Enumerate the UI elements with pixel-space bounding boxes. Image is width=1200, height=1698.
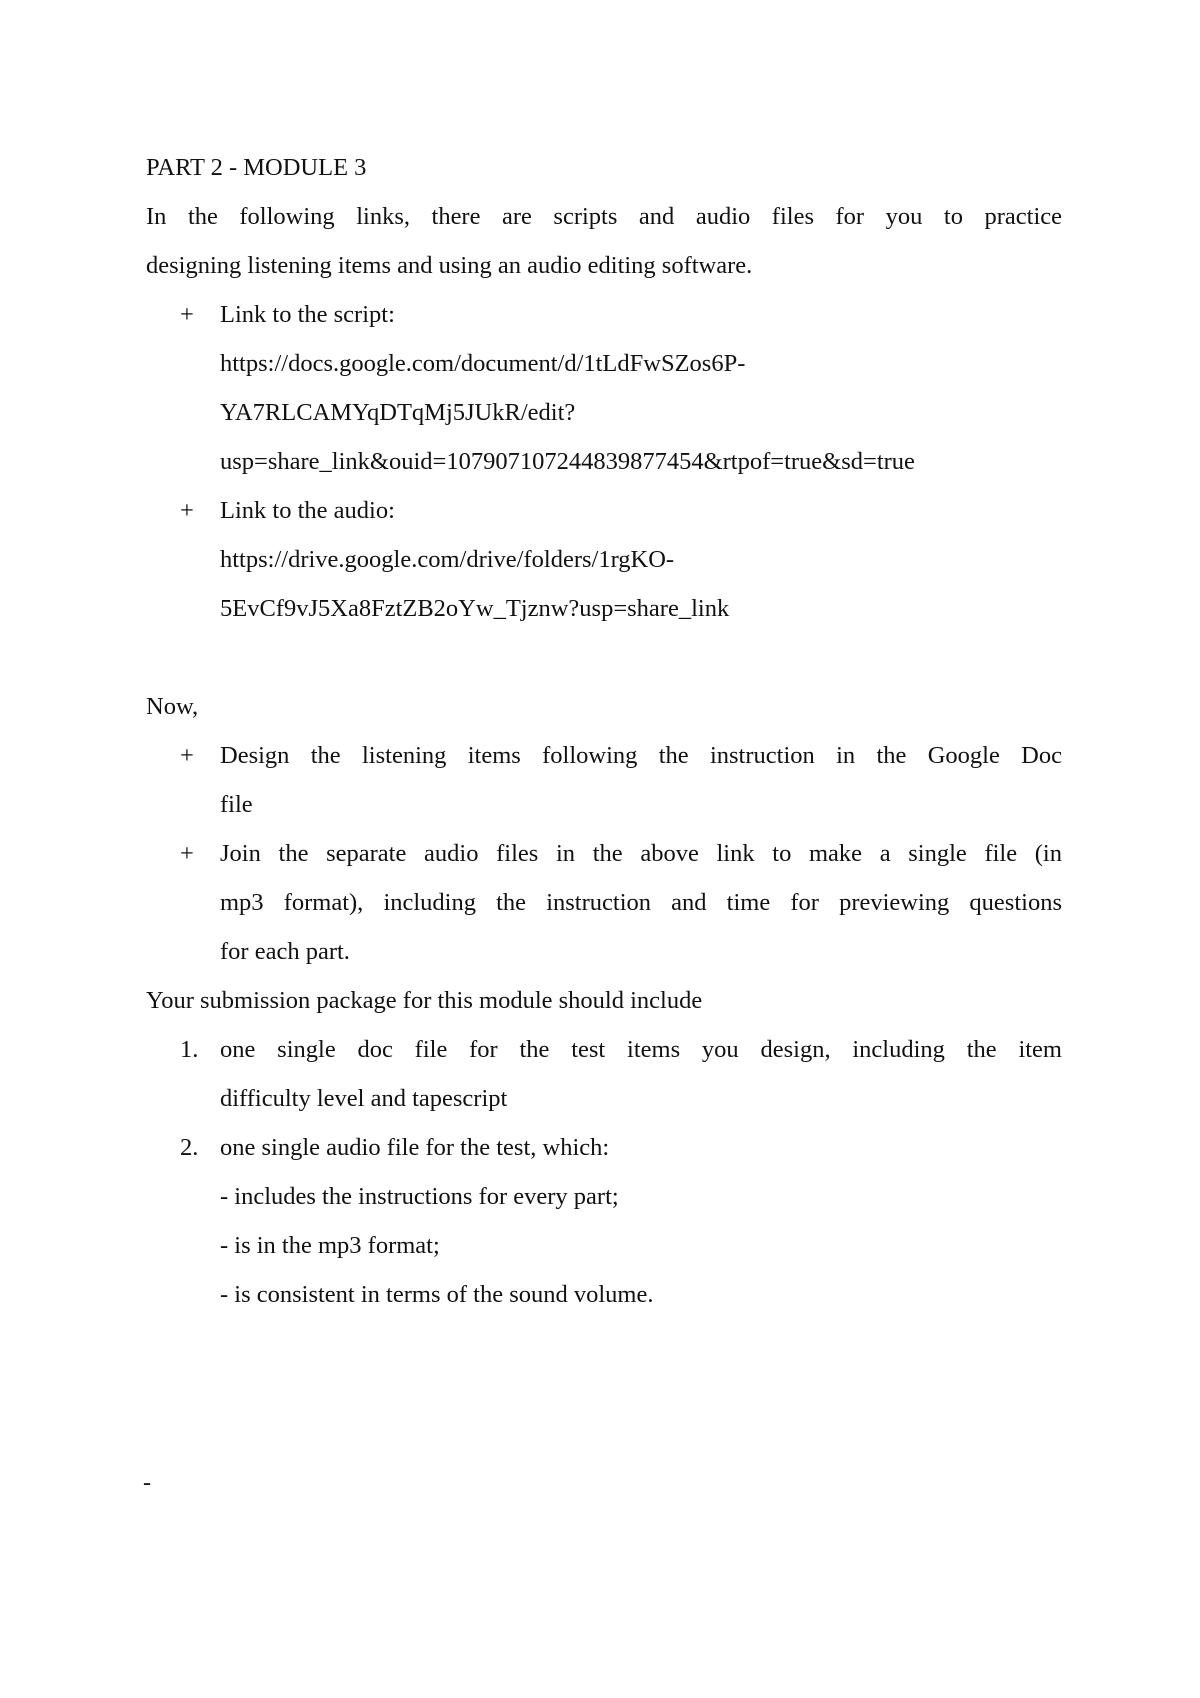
module-heading: PART 2 - MODULE 3: [146, 154, 367, 181]
list-number: 2.: [180, 1134, 199, 1161]
plus-bullet-icon: +: [180, 742, 194, 769]
script-link-item: [146, 290, 1062, 486]
submission-item-2-line-1: one single audio file for the test, which:: [220, 1134, 610, 1161]
audio-link-item: [146, 486, 1062, 633]
blank-line: [146, 633, 1062, 682]
audio-link-label: Link to the audio:: [220, 497, 395, 524]
submission-subitem-3: - is consistent in terms of the sound volume.: [220, 1281, 654, 1308]
trailing-dash-mark: -: [143, 1470, 151, 1496]
submission-intro: Your submission package for this module should include: [146, 987, 703, 1014]
task-item-join: [146, 829, 1062, 976]
intro-line-2: designing listening items and using an audio editing software.: [146, 252, 753, 279]
submission-item-1: [146, 1025, 1062, 1123]
submission-item-2: [146, 1123, 1062, 1319]
task-join-line-1: Join the separate audio files in the above link to make a single file (in: [220, 840, 1062, 867]
script-link-url-line-1[interactable]: https://docs.google.com/document/d/1tLdFwSZos6P-: [220, 350, 746, 377]
plus-bullet-icon: +: [180, 301, 194, 328]
task-join-line-3: for each part.: [220, 938, 350, 965]
task-join-line-2: mp3 format), including the instruction and time for previewing questions: [220, 889, 1062, 916]
task-design-line-2: file: [220, 791, 253, 818]
script-link-url-line-3[interactable]: usp=share_link&ouid=107907107244839877454&rtpof=true&sd=true: [220, 448, 915, 475]
now-label: Now,: [146, 693, 199, 720]
plus-bullet-icon: +: [180, 840, 194, 867]
task-item-design: [146, 731, 1062, 829]
submission-item-1-line-2: difficulty level and tapescript: [220, 1085, 508, 1112]
submission-item-1-line-1: one single doc file for the test items you design, including the item: [220, 1036, 1062, 1063]
submission-subitem-2: - is in the mp3 format;: [220, 1232, 440, 1259]
document-body: [146, 143, 1062, 1319]
script-link-url-line-2[interactable]: YA7RLCAMYqDTqMj5JUkR/edit?: [220, 399, 576, 426]
script-link-label: Link to the script:: [220, 301, 395, 328]
audio-link-url-line-2[interactable]: 5EvCf9vJ5Xa8FztZB2oYw_Tjznw?usp=share_link: [220, 595, 730, 622]
audio-link-url-line-1[interactable]: https://drive.google.com/drive/folders/1rgKO-: [220, 546, 675, 573]
intro-line-1: In the following links, there are scripts and audio files for you to practice: [146, 203, 1062, 230]
list-number: 1.: [180, 1036, 199, 1063]
task-design-line-1: Design the listening items following the instruction in the Google Doc: [220, 742, 1062, 769]
plus-bullet-icon: +: [180, 497, 194, 524]
submission-subitem-1: - includes the instructions for every part;: [220, 1183, 619, 1210]
